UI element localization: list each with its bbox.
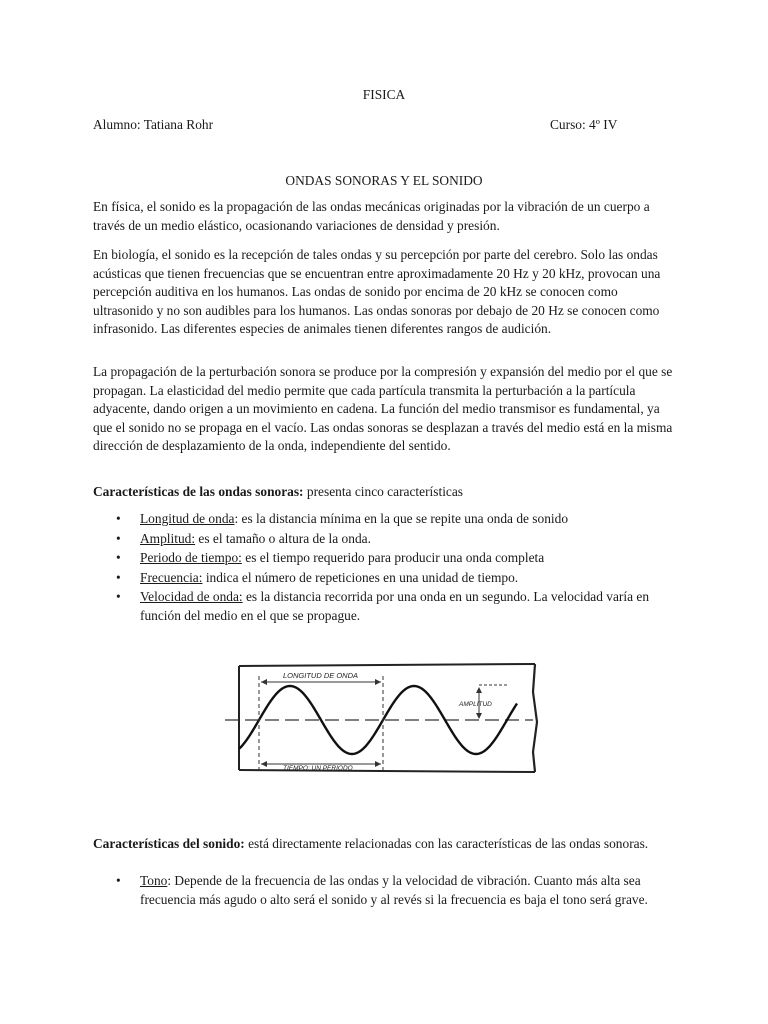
- wave-characteristics-intro: [93, 483, 677, 502]
- list-item-term: Frecuencia:: [140, 569, 203, 585]
- paragraph-physics: En física, el sonido es la propagación de las ondas mecánicas originadas por la vibración de un cuerpo a través de un medio elástico, ocasionando variaciones de densidad y presión.: [93, 199, 650, 233]
- course-label: Curso: 4º IV: [550, 117, 618, 132]
- list-item-term: Longitud de onda: [140, 511, 235, 526]
- wave-characteristics-rest: presenta cinco características: [303, 484, 464, 499]
- list-item-term: Amplitud:: [140, 530, 196, 546]
- list-item-desc: es el tiempo requerido para producir una onda completa: [241, 550, 545, 566]
- wave-characteristics-list: [93, 510, 677, 627]
- bullet-icon: •: [116, 589, 121, 605]
- list-item: [93, 549, 677, 568]
- list-item: [93, 530, 677, 549]
- list-item: [93, 588, 677, 625]
- bullet-icon: •: [116, 550, 121, 566]
- bullet-icon: •: [116, 530, 121, 546]
- student-name: Alumno: Tatiana Rohr: [93, 117, 214, 132]
- list-item-term: Velocidad de onda:: [140, 589, 243, 605]
- paragraph-propagation: La propagación de la perturbación sonora se produce por la compresión y expansión del medio por el que se propagan. La elasticidad del medio permite que cada partícula transmita la perturbación a la partícula adyacente, dando origen a un movimiento en cadena. La función del medio transmisor es fundamental, ya que el sonido no se propaga en el vacío. Las ondas sonoras se desplazan a través del medio está en la misma dirección de desplazamiento de la onda, independiente del sentido.: [93, 364, 673, 454]
- document-title: FISICA: [362, 87, 406, 102]
- list-item: [93, 510, 677, 529]
- paragraph-biology: En biología, el sonido es la recepción de tales ondas y su percepción por parte del cerebro. Solo las ondas acústicas que tienen frecuencias que se encuentran entre aproximadamente 20 Hz y 20 kHz, provocan una percepción auditiva en los humanos. Las ondas de sonido por encima de 20 kHz se conocen como ultrasonido y no son audibles para los humanos. Las ondas sonoras por debajo de 20 Hz se conocen como infrasonido. Las diferentes especies de animales tienen diferentes rangos de audición.: [93, 247, 661, 337]
- list-item-desc: es el tamaño o altura de la onda.: [195, 530, 371, 546]
- period-label: TIEMPO: UN PERIODO: [283, 765, 353, 772]
- bullet-icon: •: [116, 873, 121, 888]
- sound-characteristics-rest: está directamente relacionadas con las características de las ondas sonoras.: [244, 836, 649, 851]
- section-heading: ONDAS SONORAS Y EL SONIDO: [285, 173, 483, 188]
- list-item-desc: : es la distancia mínima en la que se repite una onda de sonido: [234, 511, 569, 526]
- amplitude-label: AMPLITUD: [459, 701, 492, 708]
- wave-characteristics-lead: Características de las ondas sonoras:: [93, 484, 304, 499]
- sound-characteristics-list: [93, 872, 677, 910]
- sound-characteristics-intro: [93, 835, 677, 854]
- bullet-icon: •: [116, 511, 121, 526]
- list-item: [93, 872, 677, 909]
- list-item-desc: : Depende de la frecuencia de las ondas y la velocidad de vibración. Cuanto más alta sea frecuencia más agudo o alto será el sonido y al revés si la frecuencia es baja el tono será grave.: [140, 873, 648, 907]
- bullet-icon: •: [116, 569, 121, 585]
- list-item: [93, 569, 677, 588]
- sound-characteristics-lead: Características del sonido:: [93, 836, 245, 851]
- list-item-desc: es la distancia recorrida por una onda en un segundo. La velocidad varía en función del medio en el que se propague.: [140, 589, 650, 623]
- sound-wave-diagram: [217, 652, 549, 782]
- list-item-term: Tono: [140, 873, 168, 888]
- list-item-term: Periodo de tiempo:: [140, 550, 242, 566]
- list-item-desc: indica el número de repeticiones en una unidad de tiempo.: [202, 569, 519, 585]
- wavelength-label: LONGITUD DE ONDA: [283, 671, 359, 680]
